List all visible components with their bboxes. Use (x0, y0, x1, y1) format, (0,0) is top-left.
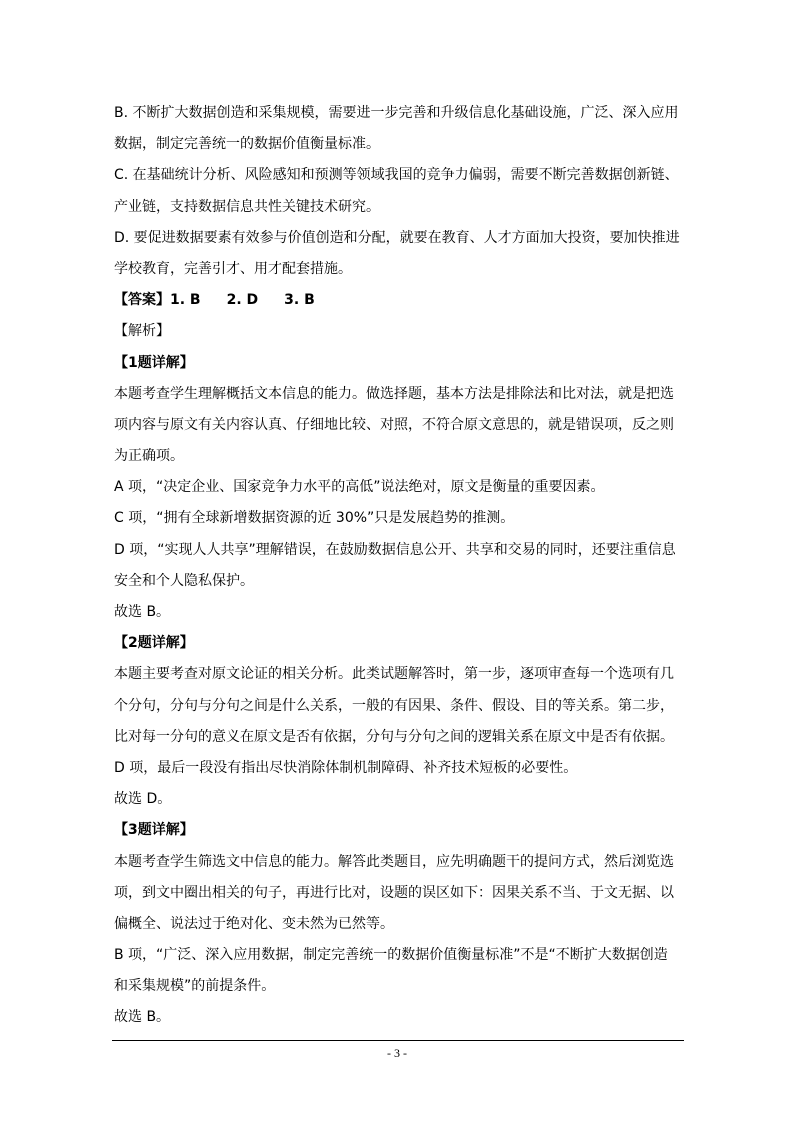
footer-divider (112, 1040, 684, 1041)
document-body (114, 98, 684, 1034)
answer-label: 【答案】 (114, 292, 170, 309)
q1-line: 安全和个人隐私保护。 (114, 572, 254, 589)
answer-2: 2. D (226, 292, 259, 309)
option-b-line-2: 数据，制定完善统一的数据价值衡量标准。 (114, 136, 380, 153)
q1-conclusion: 故选 B。 (114, 604, 171, 620)
q3-line: 和采集规模”的前提条件。 (114, 978, 276, 995)
q3-conclusion: 故选 B。 (114, 1009, 171, 1026)
analysis-label: 【解析】 (114, 323, 170, 340)
answer-1: 1. B (170, 292, 201, 309)
q2-line: 个分句，分句与分句之间是什么关系，一般的有因果、条件、假设、目的等关系。第二步， (114, 697, 674, 714)
q2-line: 比对每一分句的意义在原文是否有依据，分句与分句之间的逻辑关系在原文中是否有依据。 (114, 728, 674, 745)
q1-line: C 项，“拥有全球新增数据资源的近 30%”只是发展趋势的推测。 (114, 510, 515, 527)
q3-heading: 【3题详解】 (114, 822, 194, 839)
answer-3: 3. B (284, 292, 315, 309)
q1-heading: 【1题详解】 (114, 354, 194, 371)
option-d-line-2: 学校教育，完善引才、用才配套措施。 (114, 260, 352, 277)
option-c-line-1: C. 在基础统计分析、风险感知和预测等领域我国的竞争力偏弱，需要不断完善数据创新链、 (114, 167, 679, 184)
option-c-line-2: 产业链，支持数据信息共性关键技术研究。 (114, 198, 380, 215)
option-b-line-1: B. 不断扩大数据创造和采集规模，需要进一步完善和升级信息化基础设施，广泛、深入应用 (114, 105, 679, 121)
answer-line (114, 285, 684, 316)
q2-conclusion: 故选 D。 (114, 791, 172, 808)
q3-line: 项，到文中圈出相关的句子，再进行比对，设题的误区如下：因果关系不当、于文无据、以 (114, 884, 674, 901)
q2-line: D 项，最后一段没有指出尽快消除体制机制障碍、补齐技术短板的必要性。 (114, 759, 578, 776)
q1-line: D 项，“实现人人共享”理解错误，在鼓励数据信息公开、共享和交易的同时，还要注重信息 (114, 541, 676, 558)
q2-heading: 【2题详解】 (114, 635, 194, 652)
q1-line: 本题考查学生理解概括文本信息的能力。做选择题，基本方法是排除法和比对法，就是把选 (114, 385, 674, 402)
q3-line: 本题考查学生筛选文中信息的能力。解答此类题目，应先明确题干的提问方式，然后浏览选 (114, 853, 674, 870)
q3-line: B 项，“广泛、深入应用数据，制定完善统一的数据价值衡量标准”不是“不断扩大数据创造 (114, 947, 668, 964)
q1-line: A 项，“决定企业、国家竞争力水平的高低”说法绝对，原文是衡量的重要因素。 (114, 479, 605, 496)
q2-line: 本题主要考查对原文论证的相关分析。此类试题解答时，第一步，逐项审查每一个选项有几 (114, 666, 674, 683)
q3-line: 偏概全、说法过于绝对化、变未然为已然等。 (114, 915, 394, 932)
option-d-line-1: D. 要促进数据要素有效参与价值创造和分配，就要在教育、人才方面加大投资，要加快推进 (114, 229, 680, 246)
q1-line: 为正确项。 (114, 448, 184, 465)
page-number: - 3 - (387, 1046, 407, 1060)
q1-line: 项内容与原文有关内容认真、仔细地比较、对照，不符合原文意思的，就是错误项，反之则 (114, 416, 674, 433)
